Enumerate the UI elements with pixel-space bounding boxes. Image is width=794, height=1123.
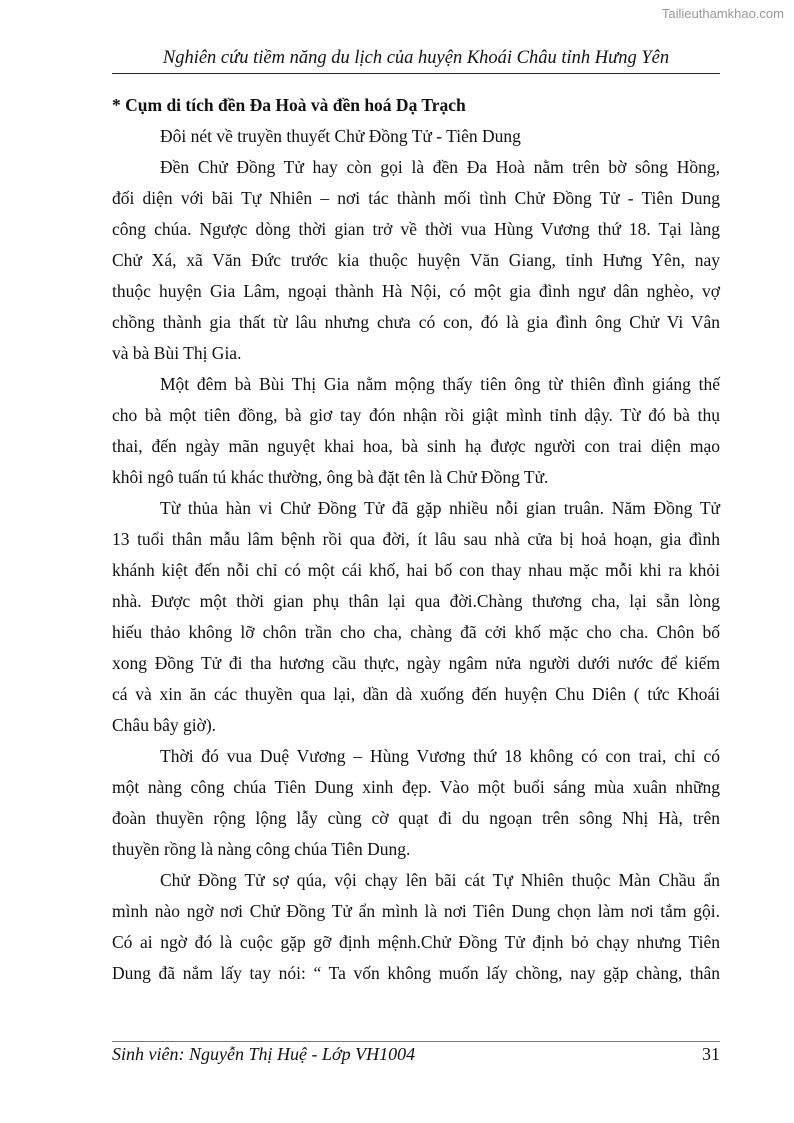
document-body xyxy=(112,90,720,989)
text-line: khôi ngô tuấn tú khác thường, ông bà đặt tên là Chử Đồng Tử. xyxy=(112,467,549,487)
text-line: nhà. Được một thời gian phụ thân lại qua đời.Chàng thương cha, lại sẵn lòng xyxy=(112,591,720,611)
footer-student: Sinh viên: Nguyễn Thị Huệ - Lớp VH1004 xyxy=(112,1044,416,1064)
text-line: Từ thủa hàn vi Chử Đồng Tử đã gặp nhiều nỗi gian truân. Năm Đồng Tử xyxy=(160,498,720,518)
page-header: Nghiên cứu tiềm năng du lịch của huyện Khoái Châu tỉnh Hưng Yên xyxy=(112,48,720,74)
paragraph xyxy=(112,152,720,369)
text-line: Một đêm bà Bùi Thị Gia nằm mộng thấy tiên ông từ thiên đình giáng thế xyxy=(160,374,720,394)
text-line: và bà Bùi Thị Gia. xyxy=(112,343,242,363)
text-line: chồng thành gia thất từ lâu nhưng chưa có con, đó là gia đình ông Chử Vi Vân xyxy=(112,312,720,332)
text-line: một nàng công chúa Tiên Dung xinh đẹp. Vào một buổi sáng mùa xuân những xyxy=(112,777,720,797)
text-line: công chúa. Ngược dòng thời gian trở về thời vua Hùng Vương thứ 18. Tại làng xyxy=(112,219,720,239)
text-line: khánh kiệt đến nỗi chỉ có một cái khố, hai bố con thay nhau mặc mỗi khi ra khỏi xyxy=(112,560,720,580)
text-line: đoàn thuyền rộng lộng lẫy cùng cờ quạt đi du ngoạn trên sông Nhị Hà, trên xyxy=(112,808,720,828)
text-line: cho bà một tiên đồng, bà giơ tay đón nhận rồi giật mình tỉnh dậy. Từ đó bà thụ xyxy=(112,405,720,425)
paragraph xyxy=(112,741,720,865)
section-heading: * Cụm di tích đền Đa Hoà và đền hoá Dạ Trạch xyxy=(112,95,466,115)
text-line: đối diện với bãi Tự Nhiên – nơi tác thành mối tình Chử Đồng Tử - Tiên Dung xyxy=(112,188,720,208)
paragraph xyxy=(112,369,720,493)
page-footer xyxy=(112,1041,720,1065)
text-line: Chử Xá, xã Văn Đức trước kia thuộc huyện Văn Giang, tỉnh Hưng Yên, nay xyxy=(112,250,720,270)
paragraphs xyxy=(112,152,720,989)
subheading: Đôi nét về truyền thuyết Chử Đồng Tử - Tiên Dung xyxy=(160,126,521,146)
text-line: hiếu thảo không lỡ chôn trần cho cha, chàng đã cởi khố mặc cho cha. Chôn bố xyxy=(112,622,720,642)
text-line: 13 tuổi thân mẫu lâm bệnh rồi qua đời, ít lâu sau nhà cửa bị hoả hoạn, gia đình xyxy=(112,529,720,549)
text-line: Chử Đồng Tử sợ qúa, vội chạy lên bãi cát Tự Nhiên thuộc Màn Chầu ẩn xyxy=(160,870,720,890)
text-line: Đền Chử Đồng Tử hay còn gọi là đền Đa Hoà nằm trên bờ sông Hồng, xyxy=(160,157,720,177)
text-line: thuyền rồng là nàng công chúa Tiên Dung. xyxy=(112,839,411,859)
paragraph xyxy=(112,493,720,741)
text-line: xong Đồng Tử đi tha hương cầu thực, ngày ngâm nửa người dưới nước để kiếm xyxy=(112,653,720,673)
watermark: Tailieuthamkhao.com xyxy=(661,6,784,21)
page-number: 31 xyxy=(702,1044,720,1064)
text-line: Châu bây giờ). xyxy=(112,715,217,735)
text-line: cá và xin ăn các thuyền qua lại, dần dà xuống đến huyện Chu Diên ( tức Khoái xyxy=(112,684,720,704)
text-line: thuộc huyện Gia Lâm, ngoại thành Hà Nội, có một gia đình ngư dân nghèo, vợ xyxy=(112,281,720,301)
text-line: Dung đã nắm lấy tay nói: “ Ta vốn không muốn lấy chồng, nay gặp chàng, thân xyxy=(112,963,720,983)
text-line: thai, đến ngày mãn nguyệt khai hoa, bà sinh hạ được người con trai diện mạo xyxy=(112,436,720,456)
paragraph xyxy=(112,865,720,989)
text-line: mình nào ngờ nơi Chử Đồng Tử ẩn mình là nơi Tiên Dung chọn làm nơi tắm gội. xyxy=(112,901,720,921)
text-line: Có ai ngờ đó là cuộc gặp gỡ định mệnh.Chử Đồng Tử định bỏ chạy nhưng Tiên xyxy=(112,932,720,952)
text-line: Thời đó vua Duệ Vương – Hùng Vương thứ 18 không có con trai, chỉ có xyxy=(160,746,720,766)
